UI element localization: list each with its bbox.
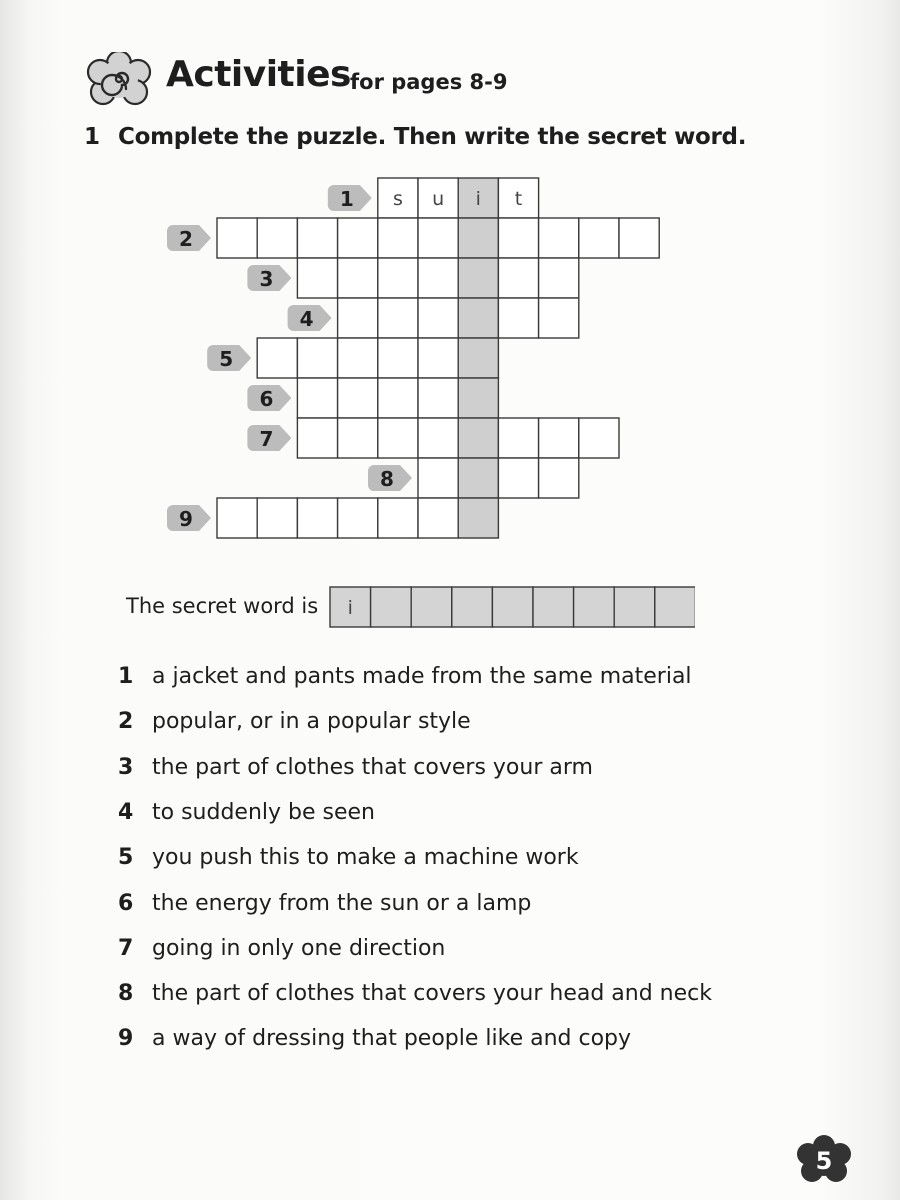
crossword-cell[interactable] bbox=[378, 338, 418, 378]
crossword-grid bbox=[0, 0, 900, 580]
crossword-cell[interactable] bbox=[297, 378, 337, 418]
clue-item bbox=[118, 845, 579, 879]
crossword-cell[interactable] bbox=[378, 218, 418, 258]
clue-item bbox=[118, 1026, 631, 1060]
crossword-cell[interactable] bbox=[539, 298, 579, 338]
crossword-cell[interactable] bbox=[257, 218, 297, 258]
crossword-row-7 bbox=[247, 418, 619, 458]
crossword-cell[interactable] bbox=[297, 498, 337, 538]
clue-item-text: popular, or in a popular style bbox=[152, 709, 471, 735]
clue-item-number: 5 bbox=[118, 845, 134, 871]
clue-number-badge bbox=[368, 465, 412, 491]
crossword-cell[interactable] bbox=[418, 498, 458, 538]
crossword-row-5 bbox=[207, 338, 498, 378]
crossword-cell[interactable] bbox=[498, 258, 538, 298]
clue-item-text: going in only one direction bbox=[152, 935, 446, 961]
crossword-cell[interactable] bbox=[539, 458, 579, 498]
clue-number-badge bbox=[288, 305, 332, 331]
crossword-row-2 bbox=[167, 218, 659, 258]
crossword-cell[interactable] bbox=[257, 498, 297, 538]
crossword-letter: t bbox=[514, 188, 523, 210]
exercise-number: 1 bbox=[84, 124, 100, 150]
clue-item-number: 3 bbox=[118, 754, 134, 780]
crossword-cell[interactable] bbox=[378, 258, 418, 298]
crossword-cell[interactable] bbox=[579, 418, 619, 458]
clue-number-badge bbox=[167, 505, 211, 531]
crossword-cell[interactable] bbox=[297, 418, 337, 458]
clue-number: 3 bbox=[259, 267, 274, 291]
crossword-cell[interactable] bbox=[418, 298, 458, 338]
exercise-instruction-text: Complete the puzzle. Then write the secret word. bbox=[118, 124, 747, 150]
clue-item-number: 4 bbox=[118, 799, 134, 825]
crossword-cell[interactable] bbox=[378, 418, 418, 458]
section-title: Activities bbox=[166, 54, 351, 95]
clue-item-text: a jacket and pants made from the same material bbox=[152, 664, 692, 689]
clue-item bbox=[118, 800, 375, 834]
crossword-cell[interactable] bbox=[498, 458, 538, 498]
crossword-cell[interactable] bbox=[297, 338, 337, 378]
clue-number: 2 bbox=[179, 227, 193, 251]
clue-number: 9 bbox=[179, 507, 193, 531]
crossword-cell[interactable] bbox=[498, 298, 538, 338]
crossword-cell[interactable] bbox=[378, 378, 418, 418]
crossword-cell[interactable] bbox=[539, 218, 579, 258]
secret-word-box[interactable] bbox=[452, 587, 493, 627]
secret-word-box[interactable] bbox=[533, 587, 574, 627]
page-number-badge bbox=[796, 1134, 852, 1184]
clue-item bbox=[118, 709, 471, 743]
crossword-cell[interactable] bbox=[579, 218, 619, 258]
secret-word-box[interactable] bbox=[655, 587, 695, 627]
crossword-cell[interactable] bbox=[338, 338, 378, 378]
clue-item-text: the energy from the sun or a lamp bbox=[152, 890, 532, 916]
crossword-cell[interactable] bbox=[458, 258, 498, 298]
clue-number: 8 bbox=[380, 467, 394, 491]
secret-word-letter: i bbox=[347, 597, 353, 619]
clue-item-number: 6 bbox=[118, 890, 134, 916]
crossword-cell[interactable] bbox=[498, 418, 538, 458]
clue-number-badge bbox=[247, 385, 291, 411]
crossword-row-8 bbox=[368, 458, 579, 498]
secret-word-box[interactable] bbox=[574, 587, 615, 627]
clue-number-badge bbox=[328, 185, 372, 211]
crossword-cell[interactable] bbox=[297, 258, 337, 298]
crossword-cell[interactable] bbox=[418, 258, 458, 298]
clue-item-text: the part of clothes that covers your arm bbox=[152, 754, 593, 780]
clue-item-text: a way of dressing that people like and copy bbox=[152, 1026, 632, 1052]
clue-item bbox=[118, 981, 712, 1015]
page-number: 5 bbox=[815, 1147, 833, 1175]
crossword-cell[interactable] bbox=[418, 458, 458, 498]
clue-number-badge bbox=[247, 265, 291, 291]
secret-word-box[interactable] bbox=[371, 587, 412, 627]
crossword-cell[interactable] bbox=[619, 218, 659, 258]
clue-number: 4 bbox=[299, 307, 314, 331]
crossword-cell[interactable] bbox=[338, 258, 378, 298]
crossword-cell[interactable] bbox=[539, 418, 579, 458]
crossword-cell[interactable] bbox=[217, 218, 257, 258]
crossword-row-4 bbox=[288, 298, 579, 338]
clue-item bbox=[118, 664, 692, 698]
clue-item bbox=[118, 936, 445, 970]
crossword-row-3 bbox=[247, 258, 578, 298]
crossword-letter: u bbox=[432, 188, 445, 210]
crossword-cell[interactable] bbox=[378, 498, 418, 538]
secret-word-box[interactable] bbox=[614, 587, 655, 627]
crossword-letter: i bbox=[475, 188, 481, 210]
crossword-cell[interactable] bbox=[378, 298, 418, 338]
clue-item-number: 7 bbox=[118, 935, 134, 961]
crossword-cell[interactable] bbox=[257, 338, 297, 378]
crossword-cell[interactable] bbox=[458, 418, 498, 458]
secret-word-boxes bbox=[329, 586, 695, 628]
clue-number: 1 bbox=[339, 187, 354, 211]
clue-item-number: 8 bbox=[118, 981, 134, 1007]
clue-number-badge bbox=[167, 225, 211, 251]
clue-number: 6 bbox=[259, 387, 274, 411]
crossword-row-1 bbox=[328, 178, 539, 218]
crossword-cell[interactable] bbox=[498, 218, 538, 258]
crossword-cell[interactable] bbox=[418, 378, 458, 418]
crossword-cell[interactable] bbox=[297, 218, 337, 258]
crossword-row-9 bbox=[167, 498, 498, 538]
clue-number: 7 bbox=[259, 427, 274, 451]
secret-word-box[interactable] bbox=[492, 587, 533, 627]
clue-item-text: you push this to make a machine work bbox=[152, 845, 579, 871]
clue-item-text: the part of clothes that covers your head and neck bbox=[152, 981, 712, 1007]
crossword-cell[interactable] bbox=[458, 458, 498, 498]
crossword-cell[interactable] bbox=[338, 418, 378, 458]
secret-word-label: The secret word is bbox=[126, 594, 319, 618]
crossword-letter: s bbox=[392, 188, 403, 210]
crossword-cell[interactable] bbox=[458, 498, 498, 538]
crossword-cell[interactable] bbox=[458, 298, 498, 338]
crossword-row-6 bbox=[247, 378, 498, 418]
crossword-cell[interactable] bbox=[458, 378, 498, 418]
crossword-cell[interactable] bbox=[418, 218, 458, 258]
clue-item bbox=[118, 755, 593, 789]
crossword-cell[interactable] bbox=[539, 258, 579, 298]
clue-item bbox=[118, 891, 531, 925]
clue-item-number: 2 bbox=[118, 709, 134, 735]
section-subtitle: for pages 8-9 bbox=[350, 70, 508, 94]
crossword-cell[interactable] bbox=[338, 498, 378, 538]
crossword-cell[interactable] bbox=[338, 218, 378, 258]
crossword-cell[interactable] bbox=[338, 378, 378, 418]
crossword-cell[interactable] bbox=[338, 298, 378, 338]
secret-word-box[interactable] bbox=[411, 587, 452, 627]
clue-item-number: 1 bbox=[118, 664, 134, 689]
crossword-cell[interactable] bbox=[418, 418, 458, 458]
clue-number-badge bbox=[247, 425, 291, 451]
crossword-cell[interactable] bbox=[418, 338, 458, 378]
clue-item-number: 9 bbox=[118, 1026, 134, 1052]
crossword-cell[interactable] bbox=[458, 218, 498, 258]
clue-number-badge bbox=[207, 345, 251, 371]
clue-number: 5 bbox=[219, 347, 234, 371]
crossword-cell[interactable] bbox=[458, 338, 498, 378]
clue-item-text: to suddenly be seen bbox=[152, 799, 375, 825]
crossword-cell[interactable] bbox=[217, 498, 257, 538]
